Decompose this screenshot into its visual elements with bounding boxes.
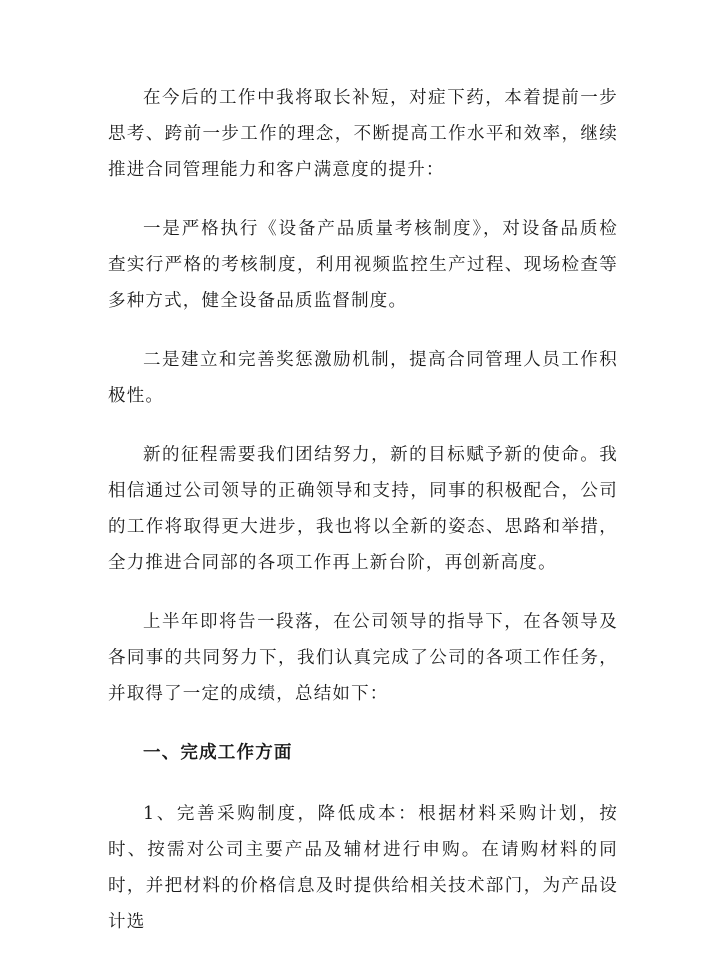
- paragraph-quality-assessment: 一是严格执行《设备产品质量考核制度》，对设备品质检查实行严格的考核制度，利用视频监控生产过程、现场检查等多种方式，健全设备品质监督制度。: [108, 219, 618, 311]
- paragraph-half-year-summary: 上半年即将告一段落，在公司领导的指导下，在各领导及各同事的共同努力下，我们认真完成了公司的各项工作任务，并取得了一定的成绩，总结如下：: [108, 612, 618, 704]
- paragraph-incentive-mechanism: 二是建立和完善奖惩激励机制，提高合同管理人员工作积极性。: [108, 350, 618, 406]
- document-body: [108, 80, 618, 963]
- paragraph-improvement-plan: 在今后的工作中我将取长补短，对症下药，本着提前一步思考、跨前一步工作的理念，不断提高工作水平和效率，继续推进合同管理能力和客户满意度的提升：: [108, 88, 618, 180]
- paragraph-procurement: 1、完善采购制度，降低成本：根据材料采购计划，按时、按需对公司主要产品及辅材进行申购。在请购材料的同时，并把材料的价格信息及时提供给相关技术部门，为产品设计选: [108, 804, 618, 932]
- paragraph-new-journey: 新的征程需要我们团结努力，新的目标赋予新的使命。我相信通过公司领导的正确领导和支持，同事的积极配合，公司的工作将取得更大进步，我也将以全新的姿态、思路和举措，全力推进合同部的各项工作再上新台阶，再创新高度。: [108, 445, 618, 573]
- section-heading: 一、完成工作方面: [143, 743, 293, 763]
